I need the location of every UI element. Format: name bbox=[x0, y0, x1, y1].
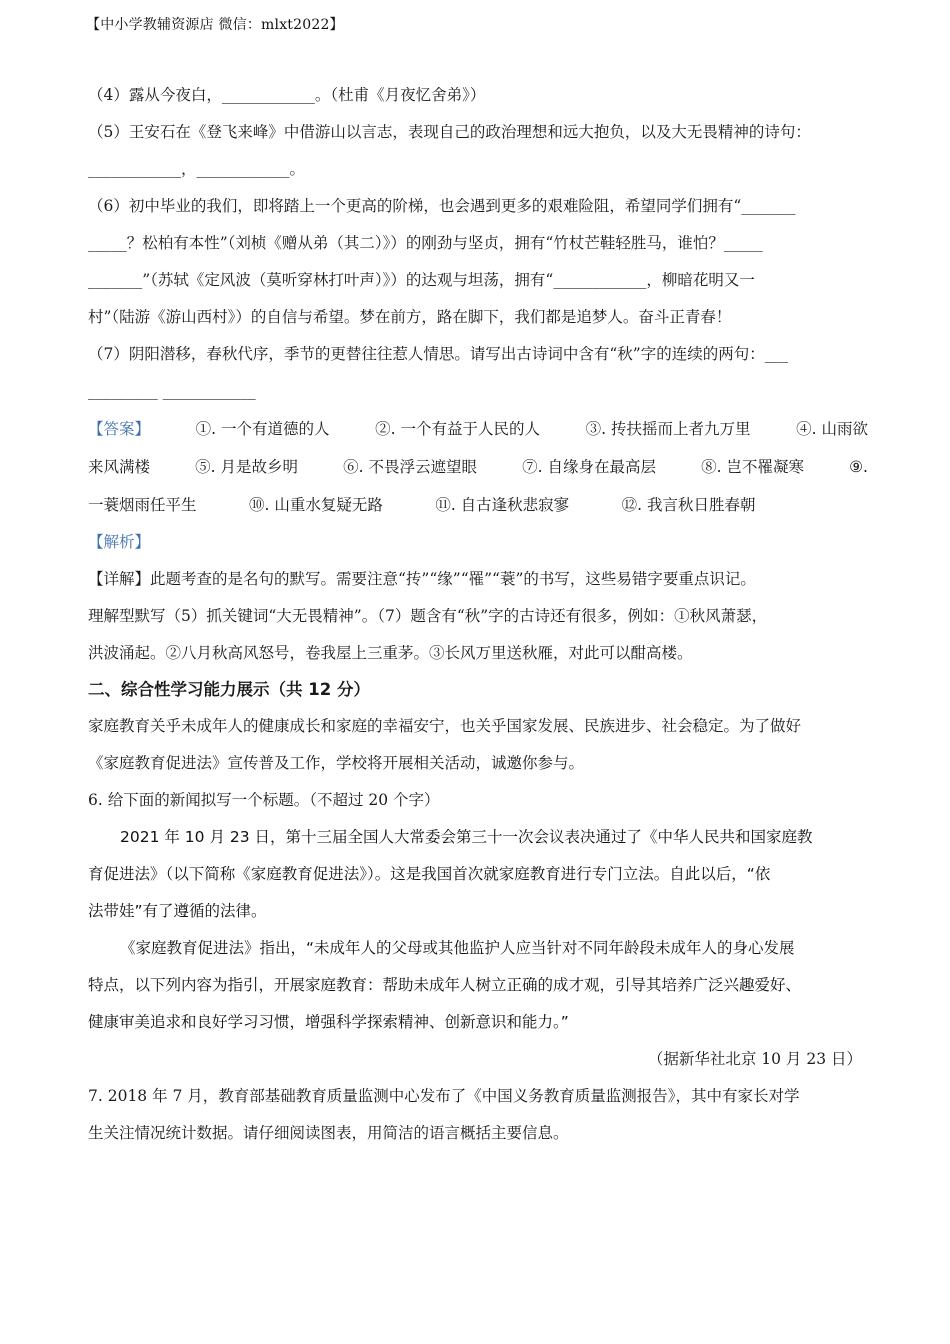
question-7-line-2: _________ ____________ bbox=[88, 382, 256, 400]
question-7-prompt-line-2: 生关注情况统计数据。请仔细阅读图表，用简洁的语言概括主要信息。 bbox=[88, 1124, 569, 1142]
answer-item: ⑥. 不畏浮云遮望眼 bbox=[343, 458, 478, 476]
question-5-line-2: ____________，____________。 bbox=[88, 160, 306, 178]
question-6-line-2: _____？松柏有本性”（刘桢《赠从弟（其二）》）的刚劲与坚贞，拥有“竹杖芒鞋轻胜马，谁怕？_____ bbox=[88, 234, 763, 252]
answer-item: ②. 一个有益于人民的人 bbox=[375, 420, 540, 438]
news-source: （据新华社北京 10 月 23 日） bbox=[647, 1050, 862, 1068]
analysis-line-1: 【详解】此题考查的是名句的默写。需要注意“抟”“缘”“罹”“蓑”的书写，这些易错字要重点识记。 bbox=[88, 570, 756, 588]
answer-item: 来风满楼 bbox=[88, 458, 151, 476]
news-paragraph-1-line-1: 2021 年 10 月 23 日，第十三届全国人大常委会第三十一次会议表决通过了《中华人民共和国家庭教 bbox=[120, 828, 813, 846]
question-6-line-4: 村”（陆游《游山西村》）的自信与希望。梦在前方，路在脚下，我们都是追梦人。奋斗正青春！ bbox=[88, 308, 732, 326]
analysis-line-2: 理解型默写（5）抓关键词“大无畏精神”。（7）题含有“秋”字的古诗还有很多，例如：①秋风萧瑟， bbox=[88, 607, 768, 625]
answer-item: ①. 一个有道德的人 bbox=[195, 420, 330, 438]
answer-item: ③. 抟扶摇而上者九万里 bbox=[585, 420, 751, 438]
question-7-line-1: （7）阴阳潜移，春秋代序，季节的更替往往惹人情思。请写出古诗词中含有“秋”字的连续的两句：___ bbox=[88, 345, 788, 363]
section-2-intro-line-1: 家庭教育关乎未成年人的健康成长和家庭的幸福安宁，也关乎国家发展、民族进步、社会稳定。为了做好 bbox=[88, 717, 802, 735]
analysis-tag: 【解析】 bbox=[88, 533, 151, 551]
document-body bbox=[88, 77, 868, 1152]
answer-item: ⑨. bbox=[849, 458, 868, 476]
answer-item bbox=[808, 486, 868, 524]
answer-item: ⑧. 岂不罹凝寒 bbox=[701, 458, 805, 476]
question-5-line-1: （5）王安石在《登飞来峰》中借游山以言志，表现自己的政治理想和远大抱负，以及大无畏精神的诗句： bbox=[88, 123, 811, 141]
question-6-line-3: _______”（苏轼《定风波（莫听穿林打叶声）》）的达观与坦荡，拥有“____________，柳暗花明又一 bbox=[88, 271, 755, 289]
answer-item: ⑫. 我言秋日胜春朝 bbox=[621, 496, 756, 514]
question-6-prompt: 6. 给下面的新闻拟写一个标题。（不超过 20 个字） bbox=[88, 791, 440, 809]
news-paragraph-1-line-3: 法带娃”有了遵循的法律。 bbox=[88, 902, 267, 920]
news-paragraph-2-line-1: 《家庭教育促进法》指出，“未成年人的父母或其他监护人应当针对不同年龄段未成年人的身心发展 bbox=[120, 939, 795, 957]
answer-item: ⑦. 自缘身在最高层 bbox=[522, 458, 657, 476]
answer-row-2 bbox=[88, 448, 868, 486]
question-7-prompt-line-1: 7. 2018 年 7 月，教育部基础教育质量监测中心发布了《中国义务教育质量监测报告》，其中有家长对学 bbox=[88, 1087, 800, 1105]
news-paragraph-2-line-3: 健康审美追求和良好学习习惯，增强科学探索精神、创新意识和能力。” bbox=[88, 1013, 569, 1031]
answer-item: ④. 山雨欲 bbox=[796, 420, 868, 438]
page-header: 【中小学教辅资源店 微信：mlxt2022】 bbox=[86, 17, 344, 33]
section-2-intro-line-2: 《家庭教育促进法》宣传普及工作，学校将开展相关活动，诚邀你参与。 bbox=[88, 754, 585, 772]
answer-item: ⑩. 山重水复疑无路 bbox=[248, 496, 383, 514]
section-2-title: 二、综合性学习能力展示（共 12 分） bbox=[88, 680, 370, 699]
analysis-line-3: 洪波涌起。②八月秋高风怒号，卷我屋上三重茅。③长风万里送秋雁，对此可以酣高楼。 bbox=[88, 644, 693, 662]
answer-item: ⑤. 月是故乡明 bbox=[195, 458, 299, 476]
answer-item: 一蓑烟雨任平生 bbox=[88, 496, 197, 514]
answer-row-3 bbox=[88, 486, 868, 524]
news-paragraph-2-line-2: 特点，以下列内容为指引，开展家庭教育：帮助未成年人树立正确的成才观，引导其培养广泛兴趣爱好、 bbox=[88, 976, 802, 994]
news-paragraph-1-line-2: 育促进法》（以下简称《家庭教育促进法》）。这是我国首次就家庭教育进行专门立法。自此以后，“依 bbox=[88, 865, 771, 883]
answer-item: ⑪. 自古逢秋悲寂寥 bbox=[435, 496, 570, 514]
answer-tag: 【答案】 bbox=[88, 420, 151, 438]
question-4: （4）露从今夜白，____________。（杜甫《月夜忆舍弟》） bbox=[88, 86, 486, 104]
question-6-line-1: （6）初中毕业的我们，即将踏上一个更高的阶梯，也会遇到更多的艰难险阻，希望同学们拥有“_______ bbox=[88, 197, 796, 215]
answer-row-1 bbox=[88, 410, 868, 448]
